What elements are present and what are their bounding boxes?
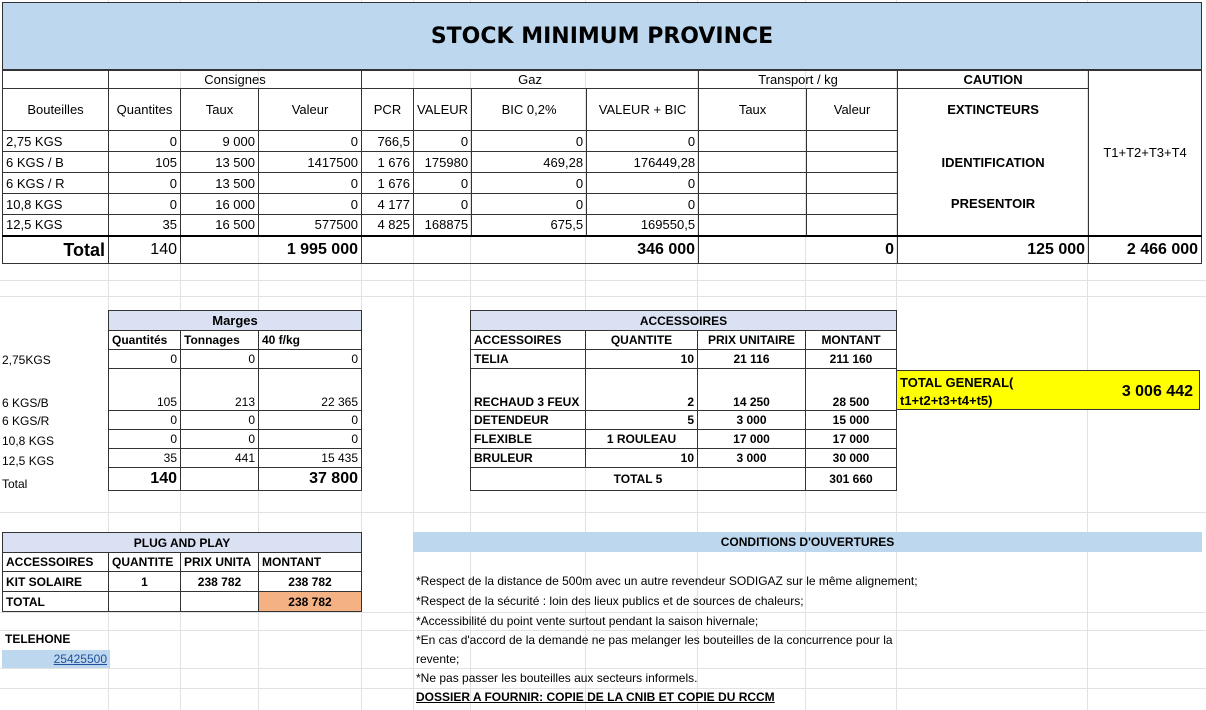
- marges-row-label: 10,8 KGS: [2, 434, 55, 448]
- caution-identification: IDENTIFICATION: [898, 131, 1089, 173]
- acc-montant[interactable]: 30 000: [806, 449, 897, 468]
- marges-row-label: 6 KGS/B: [2, 396, 49, 410]
- cell-bic[interactable]: 675,5: [472, 215, 587, 236]
- cell-taux[interactable]: 13 500: [181, 152, 259, 173]
- total-label: Total: [3, 236, 109, 264]
- total-general-value: 3 006 442: [1121, 383, 1193, 400]
- marges-cell[interactable]: 0: [259, 430, 362, 449]
- acc-qte[interactable]: 10: [586, 350, 698, 369]
- acc-prix[interactable]: 17 000: [698, 430, 806, 449]
- marges-total-label: Total: [2, 477, 28, 491]
- marges-header: 40 f/kg: [259, 331, 362, 350]
- accessoires-title: ACCESSOIRES: [471, 311, 897, 331]
- caution-presentoir: PRESENTOIR: [898, 173, 1089, 236]
- cell-qte[interactable]: 0: [109, 131, 181, 152]
- row-label[interactable]: 6 KGS / B: [3, 152, 109, 173]
- acc-montant[interactable]: 211 160: [806, 350, 897, 369]
- acc-qte[interactable]: 2: [586, 369, 698, 411]
- col-quantites: Quantites: [109, 89, 181, 131]
- cell-gaz-valeur[interactable]: 168875: [414, 215, 472, 236]
- cell-pcr[interactable]: 1 676: [362, 173, 414, 194]
- plug-total-label: TOTAL: [3, 592, 109, 612]
- cell-pcr[interactable]: 4 825: [362, 215, 414, 236]
- acc-name[interactable]: TELIA: [471, 350, 586, 369]
- cell-transport-taux[interactable]: [699, 152, 807, 173]
- marges-cell[interactable]: 0: [181, 350, 259, 369]
- total-general-cell[interactable]: [896, 370, 1200, 410]
- acc-prix[interactable]: 14 250: [698, 369, 806, 411]
- col-valeur-bic: VALEUR + BIC: [587, 89, 699, 131]
- acc-qte[interactable]: 5: [586, 411, 698, 430]
- marges-cell[interactable]: 0: [109, 411, 181, 430]
- corner-cell: [3, 71, 109, 89]
- col-taux: Taux: [181, 89, 259, 131]
- acc-montant[interactable]: 17 000: [806, 430, 897, 449]
- marges-row-label: 6 KGS/R: [2, 414, 50, 428]
- col-transport-taux: Taux: [699, 89, 807, 131]
- plug-qte[interactable]: 1: [109, 572, 181, 592]
- cell-transport-taux[interactable]: [699, 131, 807, 152]
- cell-transport-taux[interactable]: [699, 173, 807, 194]
- condition-line: revente;: [416, 652, 460, 666]
- acc-prix[interactable]: 21 116: [698, 350, 806, 369]
- marges-total-value[interactable]: 37 800: [259, 468, 362, 491]
- cell-pcr[interactable]: 1 676: [362, 152, 414, 173]
- condition-line: *Respect de la distance de 500m avec un autre revendeur SODIGAZ sur le même alignement;: [416, 574, 918, 588]
- plug-total-montant[interactable]: 238 782: [259, 592, 362, 612]
- col-transport-valeur: Valeur: [807, 89, 898, 131]
- plug-title: PLUG AND PLAY: [3, 533, 362, 553]
- total-general-label: [900, 374, 1013, 410]
- col-bic: BIC 0,2%: [472, 89, 587, 131]
- acc-name[interactable]: DETENDEUR: [471, 411, 586, 430]
- dossier-line: DOSSIER A FOURNIR: COPIE DE LA CNIB ET COPIE DU RCCM: [416, 690, 775, 704]
- col-gaz-valeur: VALEUR: [414, 89, 472, 131]
- condition-line: *Accessibilité du point vente surtout pendant la saison hivernale;: [416, 614, 759, 628]
- cell-qte[interactable]: 0: [109, 194, 181, 215]
- cell-pcr[interactable]: 4 177: [362, 194, 414, 215]
- cell-gaz-valeur[interactable]: 0: [414, 173, 472, 194]
- cell-valeur-bic[interactable]: 169550,5: [587, 215, 699, 236]
- acc-header: MONTANT: [806, 331, 897, 350]
- group-header-transport: Transport / kg: [699, 71, 898, 89]
- caution-extincteurs: EXTINCTEURS: [898, 89, 1089, 131]
- cell-gaz-valeur[interactable]: 175980: [414, 152, 472, 173]
- cell-valeur[interactable]: 577500: [259, 215, 362, 236]
- marges-cell[interactable]: 0: [109, 430, 181, 449]
- acc-prix[interactable]: 3 000: [698, 411, 806, 430]
- cell-bic[interactable]: 0: [472, 173, 587, 194]
- total-caution[interactable]: 125 000: [898, 236, 1089, 264]
- cell-taux[interactable]: 9 000: [181, 131, 259, 152]
- acc-qte[interactable]: 1 ROULEAU: [586, 430, 698, 449]
- total-consignes[interactable]: 1 995 000: [181, 236, 362, 264]
- total-general-line1: TOTAL GENERAL(: [900, 375, 1014, 390]
- cell-valeur[interactable]: 0: [259, 173, 362, 194]
- plug-header: PRIX UNITA: [181, 553, 259, 572]
- group-header-caution: CAUTION: [898, 71, 1089, 89]
- marges-cell[interactable]: 0: [181, 411, 259, 430]
- telephone-link[interactable]: 25425500: [2, 650, 110, 668]
- cell-qte[interactable]: 105: [109, 152, 181, 173]
- cell-qte[interactable]: 35: [109, 215, 181, 236]
- stock-table: [2, 70, 1202, 264]
- marges-row-label: 12,5 KGS: [2, 454, 55, 468]
- marges-total-qte[interactable]: 140: [109, 468, 181, 491]
- grand-total[interactable]: 2 466 000: [1089, 236, 1202, 264]
- marges-cell[interactable]: 0: [109, 350, 181, 369]
- col-pcr: PCR: [362, 89, 414, 131]
- acc-name[interactable]: BRULEUR: [471, 449, 586, 468]
- cell-valeur-bic[interactable]: 0: [587, 173, 699, 194]
- plug-total-empty[interactable]: [109, 592, 181, 612]
- cell-transport-valeur[interactable]: [807, 215, 898, 236]
- telephone-label: TELEHONE: [5, 632, 71, 646]
- total-gaz[interactable]: 346 000: [362, 236, 699, 264]
- acc-total-label: TOTAL 5: [471, 468, 806, 491]
- cell-taux[interactable]: 13 500: [181, 173, 259, 194]
- row-label[interactable]: 6 KGS / R: [3, 173, 109, 194]
- cell-pcr[interactable]: 766,5: [362, 131, 414, 152]
- plug-header: QUANTITE: [109, 553, 181, 572]
- marges-row-label: 2,75KGS: [2, 353, 51, 367]
- acc-qte[interactable]: 10: [586, 449, 698, 468]
- row-label[interactable]: 2,75 KGS: [3, 131, 109, 152]
- cell-valeur[interactable]: 0: [259, 194, 362, 215]
- accessoires-table: [470, 310, 897, 491]
- marges-cell[interactable]: 0: [181, 430, 259, 449]
- total-transport[interactable]: 0: [699, 236, 898, 264]
- cell-valeur[interactable]: 0: [259, 131, 362, 152]
- condition-line: *En cas d'accord de la demande ne pas melanger les bouteilles de la concurrence pour la: [416, 633, 893, 647]
- acc-montant[interactable]: 15 000: [806, 411, 897, 430]
- cell-taux[interactable]: 16 000: [181, 194, 259, 215]
- total-qte[interactable]: 140: [109, 236, 181, 264]
- cell-qte[interactable]: 0: [109, 173, 181, 194]
- group-header-consignes: Consignes: [109, 71, 362, 89]
- cell-transport-taux[interactable]: [699, 215, 807, 236]
- plug-header: MONTANT: [259, 553, 362, 572]
- acc-montant[interactable]: 28 500: [806, 369, 897, 411]
- marges-total-empty[interactable]: [181, 468, 259, 491]
- acc-prix[interactable]: 3 000: [698, 449, 806, 468]
- marges-cell[interactable]: 105: [109, 369, 181, 411]
- marges-cell[interactable]: 35: [109, 449, 181, 468]
- formula-cell[interactable]: T1+T2+T3+T4: [1089, 71, 1202, 236]
- row-label[interactable]: 10,8 KGS: [3, 194, 109, 215]
- plug-name[interactable]: KIT SOLAIRE: [3, 572, 109, 592]
- cell-bic[interactable]: 469,28: [472, 152, 587, 173]
- acc-name[interactable]: FLEXIBLE: [471, 430, 586, 449]
- plug-montant[interactable]: 238 782: [259, 572, 362, 592]
- acc-total-montant[interactable]: 301 660: [806, 468, 897, 491]
- cell-valeur[interactable]: 1417500: [259, 152, 362, 173]
- conditions-title: CONDITIONS D'OUVERTURES: [413, 532, 1202, 552]
- marges-cell[interactable]: 0: [259, 411, 362, 430]
- cell-transport-valeur[interactable]: [807, 194, 898, 215]
- cell-valeur-bic[interactable]: 0: [587, 131, 699, 152]
- cell-bic[interactable]: 0: [472, 194, 587, 215]
- marges-table: [108, 310, 362, 491]
- marges-cell[interactable]: 22 365: [259, 369, 362, 411]
- col-valeur: Valeur: [259, 89, 362, 131]
- acc-name[interactable]: RECHAUD 3 FEUX: [471, 369, 586, 411]
- marges-cell[interactable]: 213: [181, 369, 259, 411]
- col-bouteilles: Bouteilles: [3, 89, 109, 131]
- acc-header: ACCESSOIRES: [471, 331, 586, 350]
- marges-cell[interactable]: 15 435: [259, 449, 362, 468]
- marges-cell[interactable]: 0: [259, 350, 362, 369]
- cell-transport-valeur[interactable]: [807, 131, 898, 152]
- cell-taux[interactable]: 16 500: [181, 215, 259, 236]
- condition-line: *Respect de la sécurité : loin des lieux publics et de sources de chaleurs;: [416, 594, 804, 608]
- plug-prix[interactable]: 238 782: [181, 572, 259, 592]
- marges-title: Marges: [109, 311, 362, 331]
- acc-header: QUANTITE: [586, 331, 698, 350]
- marges-cell[interactable]: 441: [181, 449, 259, 468]
- cell-valeur-bic[interactable]: 0: [587, 194, 699, 215]
- plug-and-play-table: [2, 532, 362, 612]
- cell-gaz-valeur[interactable]: 0: [414, 194, 472, 215]
- row-label[interactable]: 12,5 KGS: [3, 215, 109, 236]
- marges-header: Tonnages: [181, 331, 259, 350]
- cell-valeur-bic[interactable]: 176449,28: [587, 152, 699, 173]
- cell-gaz-valeur[interactable]: 0: [414, 131, 472, 152]
- cell-transport-taux[interactable]: [699, 194, 807, 215]
- page-title: STOCK MINIMUM PROVINCE: [2, 2, 1202, 70]
- acc-header: PRIX UNITAIRE: [698, 331, 806, 350]
- cell-transport-valeur[interactable]: [807, 173, 898, 194]
- condition-line: *Ne pas passer les bouteilles aux secteurs informels.: [416, 671, 698, 685]
- cell-bic[interactable]: 0: [472, 131, 587, 152]
- group-header-gaz: Gaz: [362, 71, 699, 89]
- total-general-line2: t1+t2+t3+t4+t5): [900, 393, 993, 408]
- plug-header: ACCESSOIRES: [3, 553, 109, 572]
- marges-header: Quantités: [109, 331, 181, 350]
- cell-transport-valeur[interactable]: [807, 152, 898, 173]
- plug-total-empty[interactable]: [181, 592, 259, 612]
